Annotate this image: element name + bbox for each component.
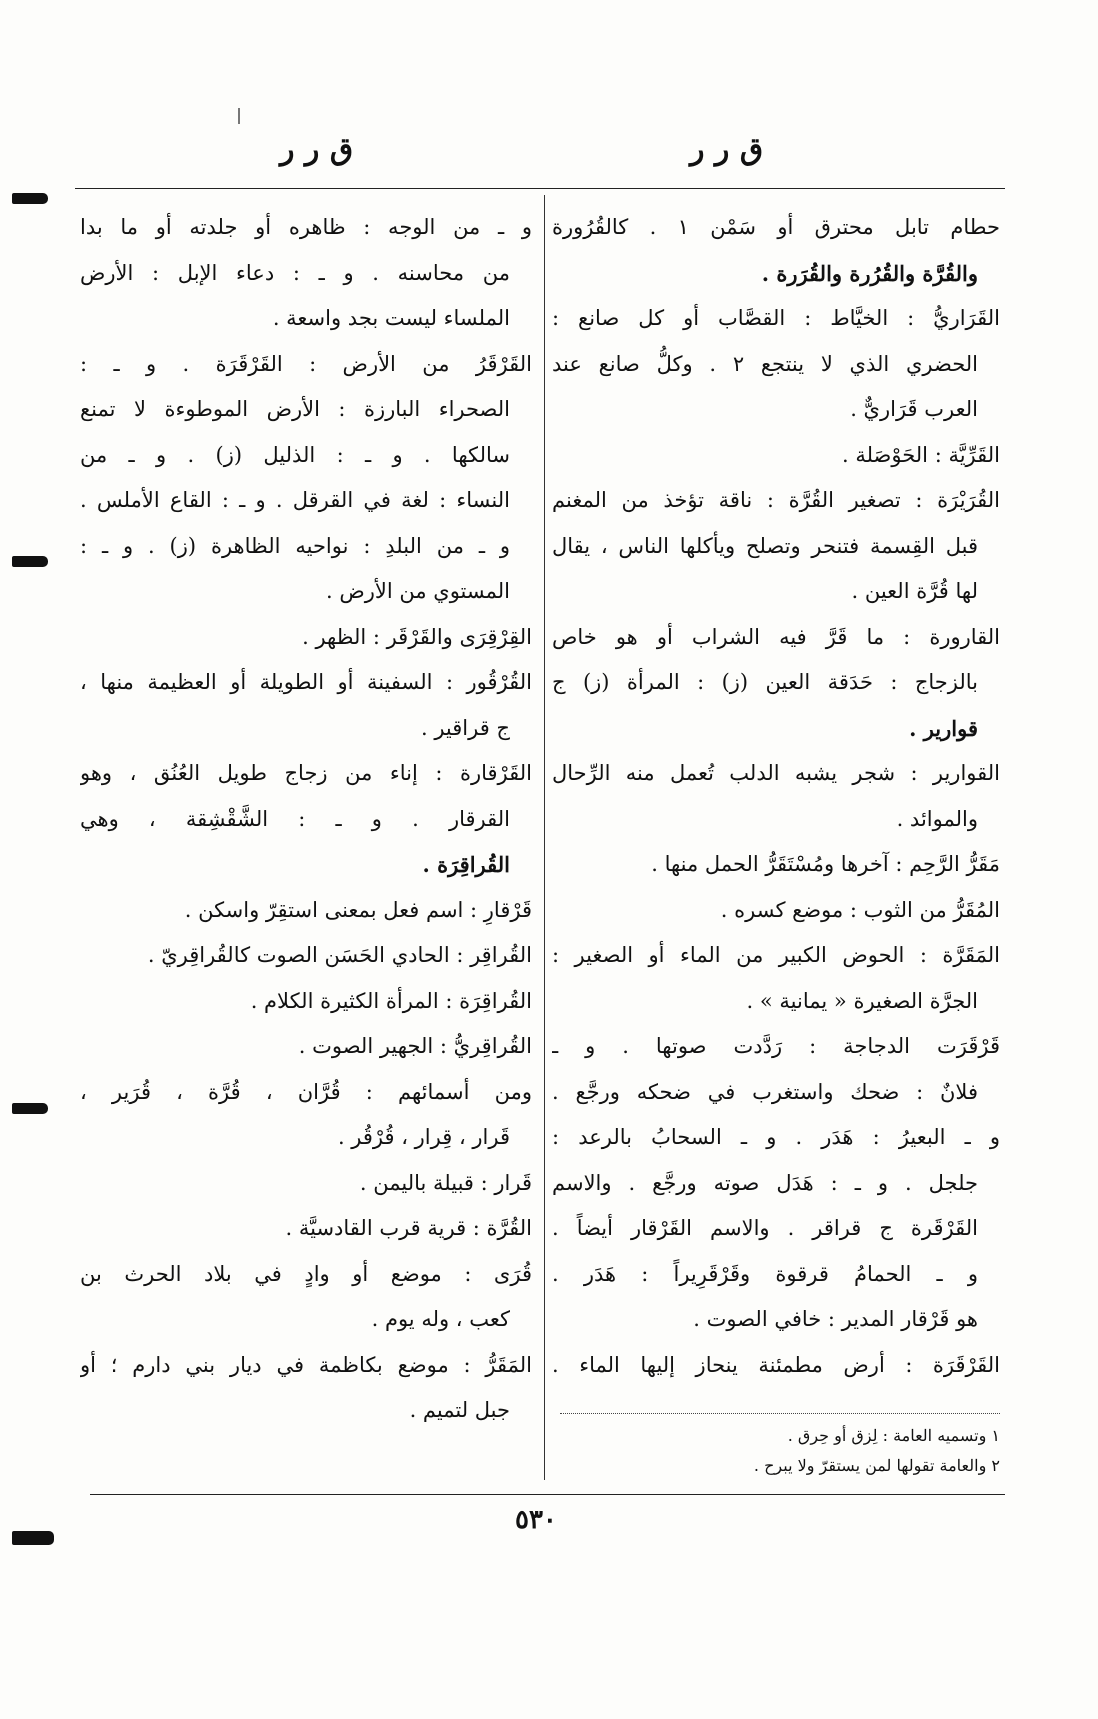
margin-tab-mark <box>12 556 48 567</box>
text-line: النساء : لغة في القرقل . و ـ : القاع الأملس . <box>80 488 510 512</box>
text-line: جبل لتميم . <box>409 1398 510 1422</box>
text-line: و ـ البعيرُ : هَدَر . و ـ السحابُ بالرعد : <box>552 1125 1000 1149</box>
text-line: و ـ من البلدِ : نواحيه الظاهرة (ز) . و ـ : <box>80 533 510 558</box>
text-line: الصحراء البارزة : الأرض الموطوءة لا تمنع <box>80 397 510 421</box>
text-line: الحضري الذي لا ينتجع ٢ . وكلُّ صانع عند <box>552 351 978 376</box>
entry-line: قُرَى : موضع أو وادٍ في بلاد الحرث بن <box>80 1261 532 1286</box>
entry-line: قَرْقَرَت الدجاجة : رَدَّدت صوتها . و ـ <box>552 1034 1000 1058</box>
entry-line: ومن أسمائهم : قُرَّان ، قُرَّة ، قُرَير ، <box>80 1079 532 1104</box>
text-line: قبل القِسمة فتنحر وتصلح ويأكلها الناس ، يقال <box>552 533 978 558</box>
entry-line: قَرار : قبيلة باليمن . <box>359 1170 532 1195</box>
text-line: الملساء ليست بجد واسعة . <box>272 306 510 330</box>
margin-tab-mark <box>12 1531 54 1545</box>
column-divider <box>544 195 545 1480</box>
text-line: قوارير . <box>909 715 978 741</box>
entry-line: القَرْقارة : إناء من زجاج طويل العُنُق ، وهو <box>80 761 532 785</box>
text-line: فلانٌ : ضحك واستغرب في ضحكه ورجَّع . <box>552 1079 978 1104</box>
running-header-right: ق ر ر <box>690 132 764 167</box>
entry-line: القَرْقَرَة : أرض مطمئنة ينحاز إليها الماء . <box>552 1352 1000 1377</box>
text-line: والموائد . <box>896 806 978 831</box>
entry-line: القارورة : ما قَرَّ فيه الشراب أو هو خاص <box>552 624 1000 649</box>
running-header-left: ق ر ر <box>280 132 354 167</box>
entry-line: القِرْقِرَى والقَرْقَر : الظهر . <box>302 624 532 649</box>
entry-line: المُقَرُّ من الثوب : موضع كسره . <box>720 897 1000 922</box>
text-line: كعب ، وله يوم . <box>371 1307 510 1331</box>
entry-line: القَرْقَرُ من الأرض : القَرْقَرَة . و ـ : <box>80 351 532 376</box>
text-line: العرب قَرَاريٌّ . <box>850 397 978 421</box>
footer-rule <box>90 1494 1005 1495</box>
entry-line: القَرَاريُّ : الخيَّاط : القصَّاب أو كل صانع : <box>552 306 1000 330</box>
text-line: و ـ من الوجه : ظاهره أو جلدته أو ما بدا <box>80 215 532 239</box>
text-line: سالكها . و ـ : الذليل (ز) . و ـ من <box>80 442 510 467</box>
footnote: ١ وتسميه العامة : لِزق أو حِرق . <box>787 1426 1000 1445</box>
text-line: ج قراقير . <box>420 715 510 740</box>
text-line: و ـ الحمامُ قرقوة وقَرْقَرِيراً : هَدَر . <box>552 1261 978 1286</box>
entry-line: قَرْقارِ : اسم فعل بمعنى استقِرّ واسكن . <box>184 897 532 922</box>
text-line: القرقار . و ـ : الشَّقْشِقة ، وهي <box>80 806 510 831</box>
text-line: قَرار ، قِرار ، قُرْقُر . <box>337 1125 510 1149</box>
entry-line: القَرِّيَّة : الحَوْصَلة . <box>841 442 1000 467</box>
entry-line: القُراقِرَة : المرأة الكثيرة الكلام . <box>250 988 532 1013</box>
entry-line: القُرَّة : قرية قرب القادسيَّة . <box>285 1216 532 1240</box>
entry-line: القُرَيْرَة : تصغير القُرَّة : ناقة تؤخذ من المغنم <box>552 488 1000 512</box>
text-line: والقُرَّة والقُرُرة والقُرَرة . <box>761 260 978 286</box>
entry-line: القُراقِر : الحادي الحَسَن الصوت كالقُراقِريّ . <box>147 943 532 967</box>
text-line: حطام تابل محترق أو سَمْن ١ . كالقُرُورة <box>552 215 1000 239</box>
text-line: القَرْقَرة ج قراقر . والاسم القَرْقار أيضاً . <box>552 1216 978 1240</box>
left-column <box>80 205 532 1434</box>
text-line: من محاسنه . و ـ : دعاء الإبل : الأرض <box>80 260 510 285</box>
footnote: ٢ والعامة تقولها لمن يستقرّ ولا يبرح . <box>753 1456 1000 1475</box>
text-line: هو قَرْقار المدير : خافي الصوت . <box>693 1307 978 1331</box>
entry-line: القوارير : شجر يشبه الدلب تُعمل منه الرِّحال <box>552 761 1000 785</box>
text-line: الجرَّة الصغيرة « يمانية » . <box>746 988 978 1013</box>
entry-line: القُراقِريُّ : الجهير الصوت . <box>298 1034 532 1058</box>
right-column <box>552 205 1000 1388</box>
margin-tab-mark <box>12 1103 48 1114</box>
page-number: ٥٣٠ <box>515 1505 557 1535</box>
entry-line: مَقَرُّ الرَّحِم : آخرها ومُسْتَقَرُّ الحمل منها . <box>651 852 1000 876</box>
footnote-separator <box>560 1413 1000 1414</box>
text-line: لها قُرَّة العين . <box>851 579 978 603</box>
ink-smudge <box>238 108 240 124</box>
margin-tab-mark <box>12 193 48 204</box>
text-line: المستوي من الأرض . <box>325 579 510 603</box>
entry-line: المَقَرَّة : الحوض الكبير من الماء أو الصغير : <box>552 943 1000 967</box>
header-rule <box>75 188 1005 189</box>
text-line: بالزجاج : حَدَقة العين (ز) : المرأة (ز) ج <box>552 670 978 694</box>
text-line: القُراقِرَة . <box>422 852 510 877</box>
text-line: جلجل . و ـ : هَدَل صوته ورجَّع . والاسم <box>552 1170 978 1195</box>
entry-line: القُرْقُور : السفينة أو الطويلة أو العظيمة منها ، <box>80 670 532 694</box>
entry-line: المَقَرُّ : موضع بكاظمة في ديار بني دارم ؛ أو <box>80 1352 532 1377</box>
